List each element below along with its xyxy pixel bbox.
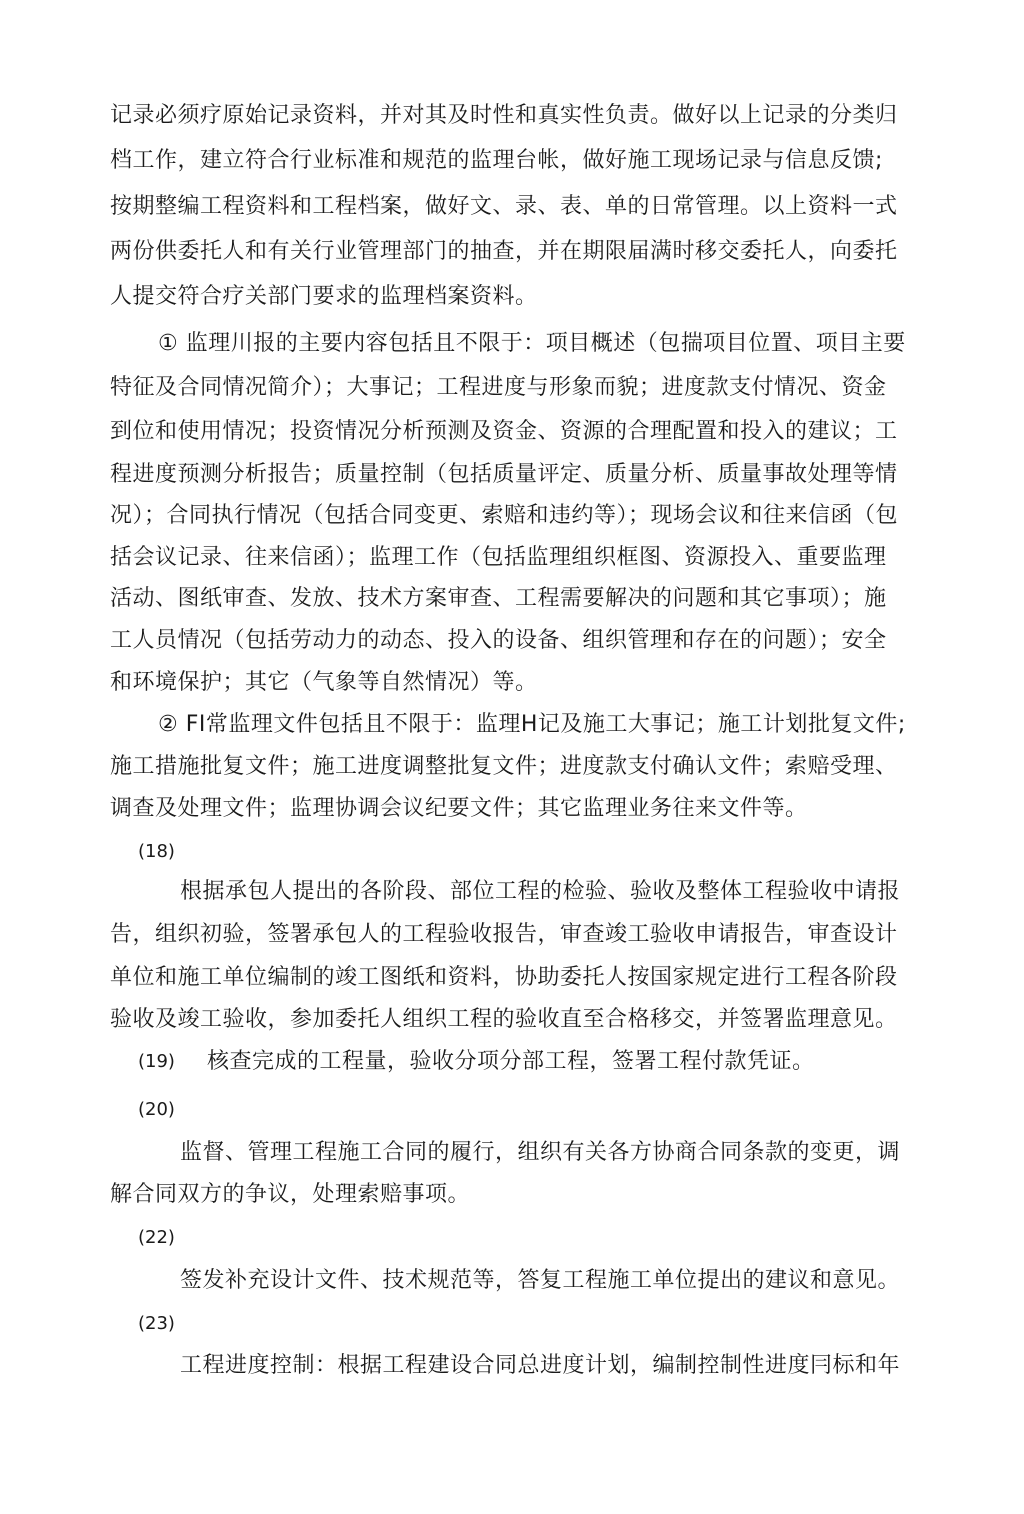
text-line: 特征及合同情况简介）；大事记；工程进度与形象而貌；进度款支付情况、资金 <box>110 375 887 400</box>
item-number: (20) <box>138 1099 175 1120</box>
item-number: (22) <box>138 1227 175 1248</box>
item-number: (19) <box>138 1051 175 1072</box>
text-line: 活动、图纸审查、发放、技术方案审查、工程需要解决的问题和其它事项）；施 <box>110 586 887 611</box>
text-line: 两份供委托人和有关行业管理部门的抽查，并在期限届满时移交委托人，向委托 <box>110 239 898 264</box>
item-number: (23) <box>138 1313 175 1334</box>
text-line: 档工作，建立符合行业标准和规范的监理台帐，做好施工现场记录与信息反馈; <box>110 148 883 173</box>
text-line: 人提交符合疗关部门要求的监理档案资料。 <box>110 284 538 309</box>
text-line: 记录必须疗原始记录资料，并对其及时性和真实性负责。做好以上记录的分类归 <box>110 103 898 128</box>
text-line: 单位和施工单位编制的竣工图纸和资料，协助委托人按国家规定进行工程各阶段 <box>110 965 898 990</box>
text-line: ① 监理川报的主要内容包括且不限于：项目概述（包揣项目位置、项目主要 <box>158 331 906 356</box>
text-line: 根据承包人提出的各阶段、部位工程的检验、验收及整体工程验收中请报 <box>180 879 901 904</box>
text-line: 工程进度控制：根据工程建设合同总进度计划，编制控制性进度冃标和年 <box>180 1353 901 1378</box>
text-line: 程进度预测分析报告；质量控制（包括质量评定、质量分析、质量事故处理等情 <box>110 462 898 487</box>
text-line: 签发补充设计文件、技术规范等，答复工程施工单位提出的建议和意见。 <box>180 1268 901 1293</box>
text-line: 工人员情况（包括劳动力的动态、投入的设备、组织管理和存在的问题）；安全 <box>110 628 887 653</box>
text-line: 况）；合同执行情况（包括合同变更、索赔和违约等）；现场会议和往来信函（包 <box>110 503 899 528</box>
text-line: 括会议记录、往来信函）；监理工作（包括监理组织框图、资源投入、重要监理 <box>110 545 887 570</box>
text-line: 监督、管理工程施工合同的履行，组织有关各方协商合同条款的变更，调 <box>180 1140 901 1165</box>
text-line: 按期整编工程资料和工程档案，做好文、录、表、单的日常管理。以上资料一式 <box>110 194 898 219</box>
text-line: 验收及竣工验收，参加委托人组织工程的验收直至合格移交，并签署监理意见。 <box>110 1007 898 1032</box>
text-line: 到位和使用情况；投资情况分析预测及资金、资源的合理配置和投入的建议；工 <box>110 419 898 444</box>
text-line: 施工措施批复文件；施工进度调整批复文件；进度款支付确认文件；索赔受理、 <box>110 754 898 779</box>
item-number: (18) <box>138 841 175 862</box>
text-line: 核查完成的工程量，验收分项分部工程，签署工程付款凭证。 <box>207 1049 815 1074</box>
text-line: 调查及处理文件；监理协调会议纪要文件；其它监理业务往来文件等。 <box>110 796 808 821</box>
text-line: 解合同双方的争议，处理索赔事项。 <box>110 1182 471 1207</box>
text-line: 和环境保护；其它（气象等自然情况）等。 <box>110 670 538 695</box>
text-line: ② FI常监理文件包括且不限于：监理H记及施工大事记；施工计划批复文件; <box>158 712 906 737</box>
text-line: 告，组织初验，签署承包人的工程验收报告，审查竣工验收申请报告，审查设计 <box>110 922 898 947</box>
